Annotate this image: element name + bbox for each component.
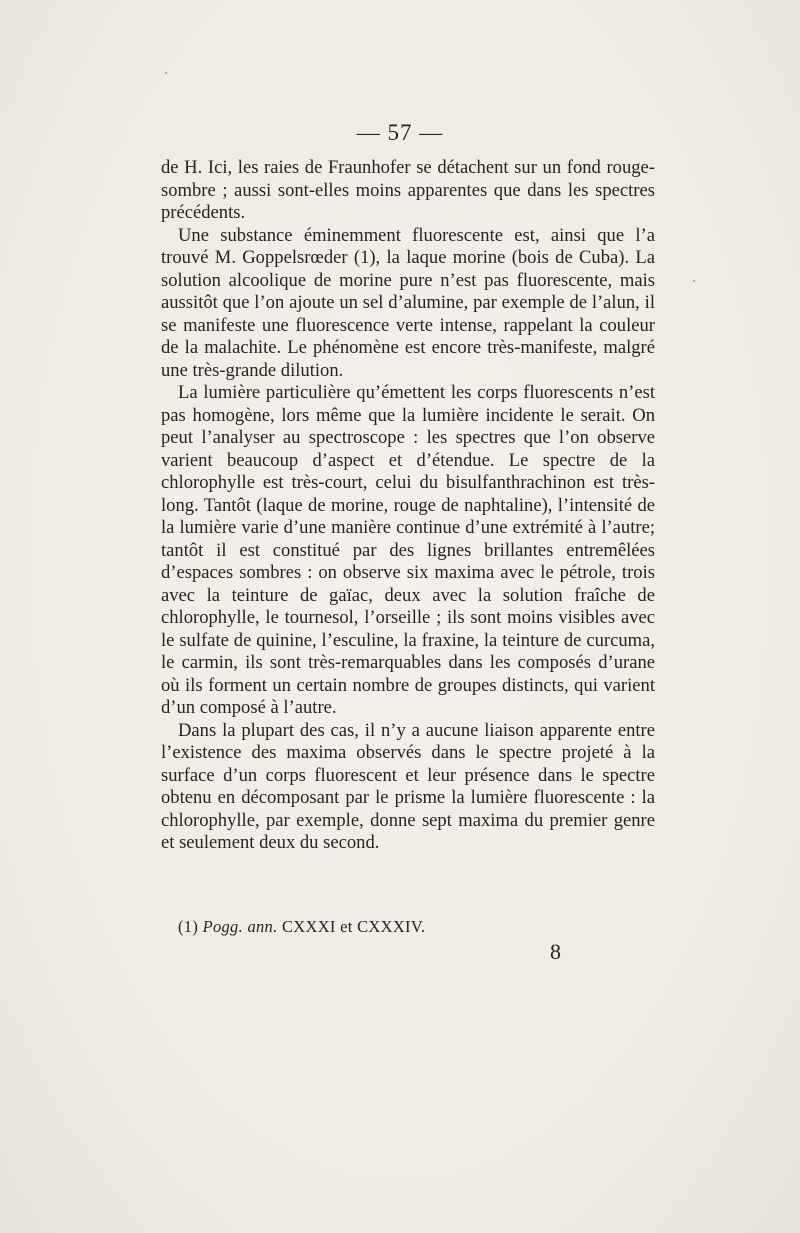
page-number: — 57 —	[356, 120, 444, 145]
paper-speck	[165, 72, 167, 74]
paragraph-2: Une substance éminemment fluorescente est, ainsi que l’a trouvé M. Goppelsrœder (1), la laque morine (bois de Cuba). La solution alcoolique de morine pure n’est pas fluorescente, mais aussitôt que l’on ajoute un sel d’alumine, par exemple de l’alun, il se manifeste une fluorescence verte intense, rappelant la couleur de la malachite. Le phénomène est encore très-manifeste, malgré une très-grande dilution.	[161, 224, 655, 381]
footnote-marker: (1)	[178, 917, 199, 936]
footnote-volumes: CXXXI et CXXXIV.	[281, 917, 426, 936]
paper-speck	[693, 280, 695, 282]
paragraph-4: Dans la plupart des cas, il n’y a aucune liaison apparente entre l’existence des maxima observés dans le spectre projeté à la surface d’un corps fluorescent et leur présence dans le spectre obtenu en décomposant par le prisme la lumière fluorescente : la chlorophylle, par exemple, donne sept maxima du premier genre et seulement deux du second.	[161, 719, 655, 853]
paragraph-3: La lumière particulière qu’émettent les corps fluorescents n’est pas homogène, lors même que la lumière incidente le serait. On peut l’analyser au spectroscope : les spectres que l’on observe varient beaucoup d’aspect et d’étendue. Le spectre de la chlorophylle est très-court, celui du bisulfanthrachinon est très-long. Tantôt (laque de morine, rouge de naphtaline), l’intensité de la lumière varie d’une manière continue d’une extrémité à l’autre; tantôt il est constitué par des lignes brillantes entremêlées d’espaces sombres : on observe six maxima avec le pétrole, trois avec la teinture de gaïac, deux avec la solution fraîche de chlorophylle, le tournesol, l’orseille ; ils sont moins visibles avec le sulfate de quinine, l’esculine, la fraxine, la teinture de curcuma, le carmin, ils sont très-remarquables dans les composés d’urane où ils forment un certain nombre de groupes distincts, qui varient d’un composé à l’autre.	[161, 382, 655, 718]
footnote-journal: Pogg. ann.	[202, 917, 278, 936]
body-text	[161, 157, 655, 855]
signature-mark: 8	[550, 939, 561, 964]
footnote	[178, 917, 425, 937]
paragraph-1: de H. Ici, les raies de Fraunhofer se détachent sur un fond rouge-sombre ; aussi sont-elles moins apparentes que dans les spectres précédents.	[161, 157, 655, 223]
